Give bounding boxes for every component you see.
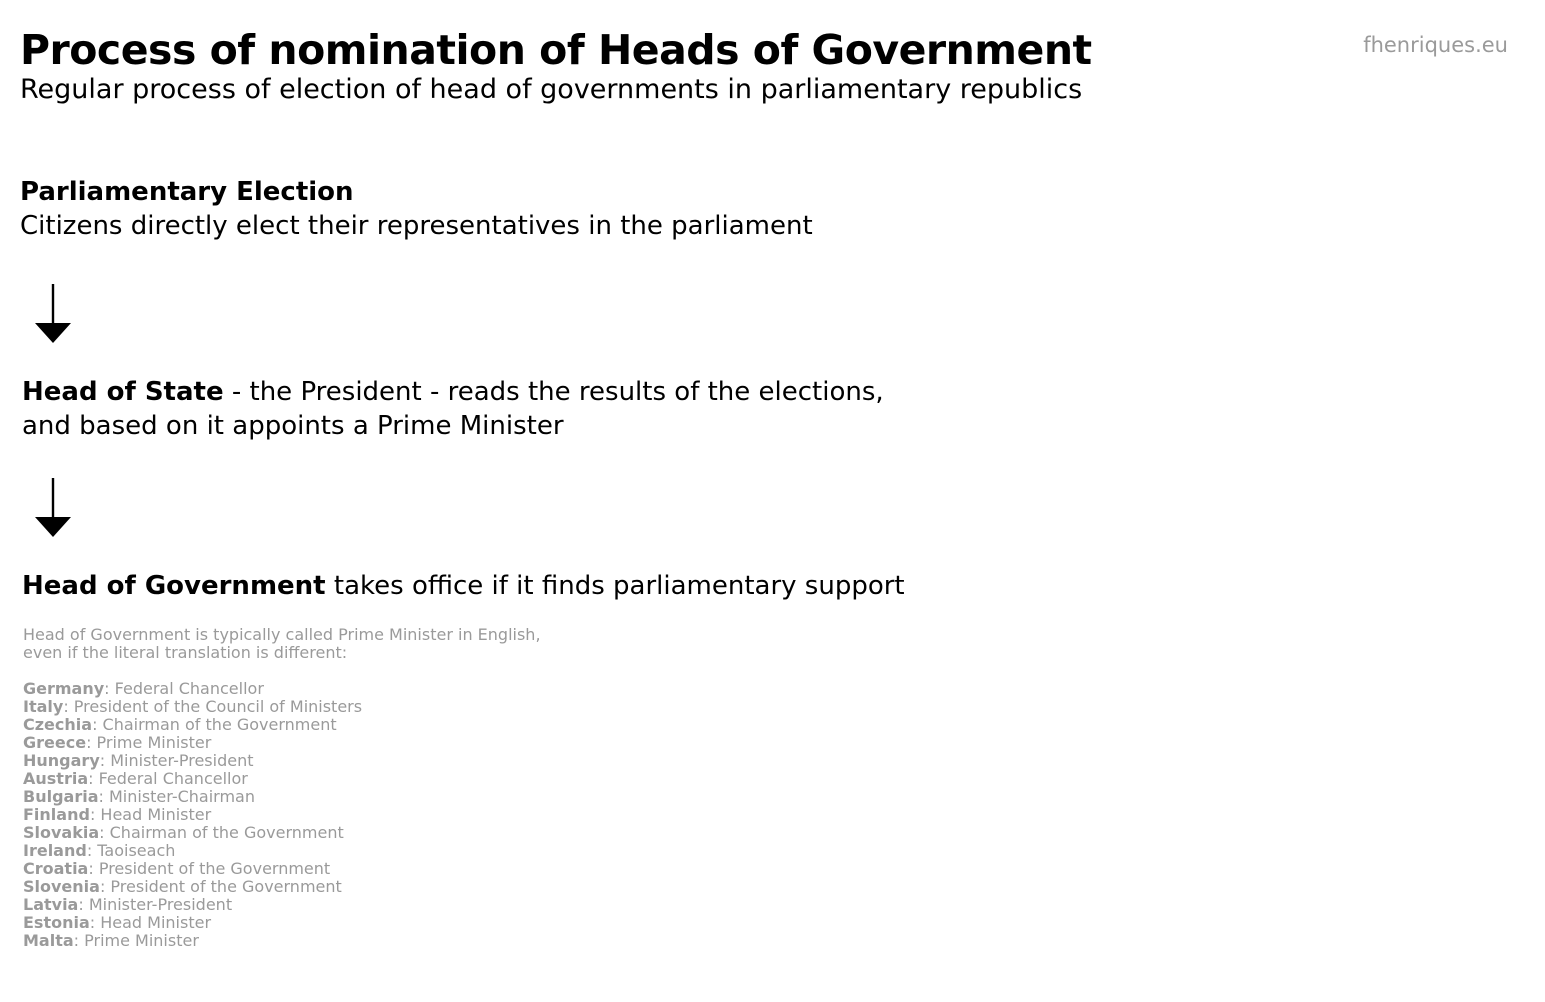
- step-text: and based on it appoints a Prime Minister: [22, 411, 564, 441]
- page-subtitle: Regular process of election of head of governments in parliamentary republics: [20, 74, 1083, 105]
- list-item: [23, 734, 541, 752]
- list-item: [23, 914, 541, 932]
- list-item: [23, 698, 541, 716]
- step-label: Head of State: [22, 377, 224, 407]
- arrow-down-icon: [33, 283, 73, 345]
- list-item: [23, 878, 541, 896]
- list-item: [23, 806, 541, 824]
- head-of-government-title: : Federal Chancellor: [104, 679, 264, 698]
- country-name: Bulgaria: [23, 787, 99, 806]
- country-name: Latvia: [23, 895, 79, 914]
- list-item: [23, 842, 541, 860]
- head-of-government-title: : President of the Council of Ministers: [63, 697, 363, 716]
- head-of-government-title: : Chairman of the Government: [99, 823, 344, 842]
- head-of-government-title: : President of the Government: [99, 877, 342, 896]
- head-of-government-title: : Minister-President: [99, 751, 254, 770]
- country-name: Croatia: [23, 859, 89, 878]
- country-name: Ireland: [23, 841, 87, 860]
- list-item: [23, 788, 541, 806]
- country-name: Italy: [23, 697, 64, 716]
- head-of-government-title: : Chairman of the Government: [92, 715, 337, 734]
- step-text: takes office if it finds parliamentary support: [325, 571, 905, 601]
- notes-panel: [23, 626, 541, 950]
- head-of-government-title: : Head Minister: [89, 913, 212, 932]
- credit-label: fhenriques.eu: [1363, 33, 1508, 57]
- country-name: Slovakia: [23, 823, 100, 842]
- head-of-government-title: : Taoiseach: [86, 841, 176, 860]
- country-name: Greece: [23, 733, 87, 752]
- head-of-government-title: : Minister-Chairman: [98, 787, 255, 806]
- country-name: Germany: [23, 679, 105, 698]
- head-of-government-title: : President of the Government: [88, 859, 331, 878]
- list-item: [23, 896, 541, 914]
- step-label: Parliamentary Election: [20, 177, 354, 207]
- country-name: Hungary: [23, 751, 100, 770]
- head-of-government-title: : Minister-President: [78, 895, 233, 914]
- notes-intro: even if the literal translation is different:: [23, 643, 348, 662]
- step-label: Head of Government: [22, 571, 326, 601]
- head-of-government-title: : Prime Minister: [73, 931, 199, 950]
- title-list: [23, 680, 541, 950]
- list-item: [23, 680, 541, 698]
- page-title: Process of nomination of Heads of Government: [20, 26, 1092, 74]
- country-name: Malta: [23, 931, 74, 950]
- head-of-government-title: : Federal Chancellor: [88, 769, 248, 788]
- country-name: Slovenia: [23, 877, 100, 896]
- list-item: [23, 716, 541, 734]
- step-text: - the President - reads the results of the elections,: [223, 377, 884, 407]
- head-of-government-title: : Prime Minister: [86, 733, 212, 752]
- list-item: [23, 860, 541, 878]
- arrow-down-icon: [33, 477, 73, 539]
- step-text: Citizens directly elect their representatives in the parliament: [20, 211, 813, 241]
- step-head-of-government: [22, 569, 905, 603]
- head-of-government-title: : Head Minister: [89, 805, 212, 824]
- notes-intro: Head of Government is typically called Prime Minister in English,: [23, 625, 541, 644]
- country-name: Finland: [23, 805, 90, 824]
- step-parliamentary-election: [20, 175, 813, 243]
- country-name: Estonia: [23, 913, 90, 932]
- list-item: [23, 932, 541, 950]
- country-name: Austria: [23, 769, 89, 788]
- step-head-of-state: [22, 375, 884, 443]
- list-item: [23, 824, 541, 842]
- list-item: [23, 752, 541, 770]
- list-item: [23, 770, 541, 788]
- country-name: Czechia: [23, 715, 93, 734]
